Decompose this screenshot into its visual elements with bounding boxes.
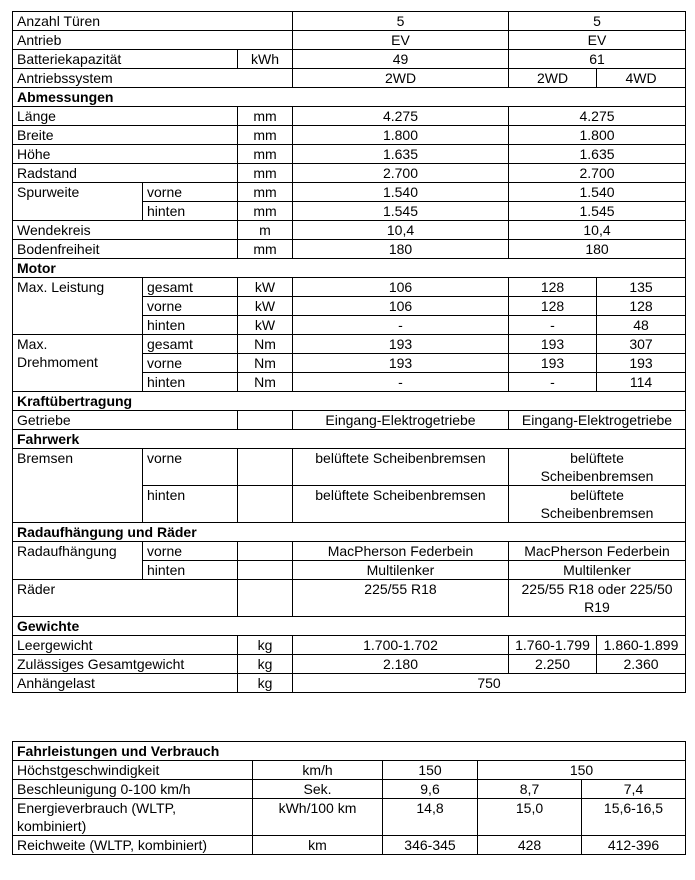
value: 128 (509, 278, 597, 297)
value: - (509, 316, 597, 335)
value: 128 (509, 297, 597, 316)
value: Eingang-Elektrogetriebe (509, 411, 686, 430)
value: 61 (509, 50, 686, 69)
value: 193 (509, 335, 597, 354)
value: - (293, 373, 509, 392)
section-header (13, 430, 686, 449)
sub-label: hinten (143, 486, 238, 523)
value: 114 (597, 373, 686, 392)
value: 10,4 (509, 221, 686, 240)
unit: kWh (238, 50, 293, 69)
table-row (13, 278, 686, 297)
table-row (13, 107, 686, 126)
value: 106 (293, 297, 509, 316)
unit: mm (238, 183, 293, 202)
table-row (13, 836, 686, 855)
table-row (13, 31, 686, 50)
section-title: Fahrleistungen und Verbrauch (13, 742, 686, 761)
row-label: Länge (13, 107, 238, 126)
table-row (13, 761, 686, 780)
table-row (13, 780, 686, 799)
value: 15,0 (478, 799, 582, 836)
value: Multilenker (293, 561, 509, 580)
value: 10,4 (293, 221, 509, 240)
sub-label: vorne (143, 542, 238, 561)
row-label: Bodenfreiheit (13, 240, 238, 259)
table-row (13, 240, 686, 259)
row-label: Beschleunigung 0-100 km/h (13, 780, 253, 799)
value: - (293, 316, 509, 335)
unit: mm (238, 126, 293, 145)
table-row (13, 636, 686, 655)
value: 49 (293, 50, 509, 69)
table-row (13, 69, 686, 88)
value: 128 (597, 297, 686, 316)
row-label: Leergewicht (13, 636, 238, 655)
value: 2.700 (509, 164, 686, 183)
unit: mm (238, 145, 293, 164)
sub-label: hinten (143, 316, 238, 335)
specs-table (12, 11, 686, 693)
unit: kg (238, 636, 293, 655)
row-label: Batteriekapazität (13, 50, 238, 69)
table-row (13, 221, 686, 240)
value: 7,4 (582, 780, 686, 799)
value: belüftete Scheibenbremsen (293, 486, 509, 523)
section-header (13, 617, 686, 636)
row-label: Antrieb (13, 31, 293, 50)
table-row (13, 183, 686, 202)
section-title: Kraftübertragung (13, 392, 686, 411)
sub-label: hinten (143, 561, 238, 580)
value: belüftete Scheibenbremsen (509, 449, 686, 486)
row-label (13, 335, 143, 392)
value: 14,8 (383, 799, 478, 836)
sub-label: gesamt (143, 278, 238, 297)
table-row (13, 449, 686, 486)
sub-label: vorne (143, 297, 238, 316)
section-title: Abmessungen (13, 88, 686, 107)
row-label: Energieverbrauch (WLTP, kombiniert) (13, 799, 253, 836)
value: 225/55 R18 (293, 580, 509, 617)
value: 135 (597, 278, 686, 297)
table-row (13, 126, 686, 145)
row-label: Höchstgeschwindigkeit (13, 761, 253, 780)
value: 106 (293, 278, 509, 297)
row-label: Radstand (13, 164, 238, 183)
row-label: Räder (13, 580, 238, 617)
sub-label: hinten (143, 373, 238, 392)
table-row (13, 50, 686, 69)
unit: m (238, 221, 293, 240)
unit (238, 561, 293, 580)
table-row (13, 164, 686, 183)
unit: kW (238, 297, 293, 316)
unit (238, 580, 293, 617)
value: 1.860-1.899 (597, 636, 686, 655)
value: 8,7 (478, 780, 582, 799)
value: 307 (597, 335, 686, 354)
table-row (13, 12, 686, 31)
value: 4.275 (509, 107, 686, 126)
section-title: Motor (13, 259, 686, 278)
row-label: Zulässiges Gesamtgewicht (13, 655, 238, 674)
value: Multilenker (509, 561, 686, 580)
table-row (13, 411, 686, 430)
torque-label-line1: Max. (17, 336, 48, 352)
value: 750 (293, 674, 686, 693)
sub-label: gesamt (143, 335, 238, 354)
sub-label: vorne (143, 449, 238, 486)
unit: mm (238, 107, 293, 126)
sub-label: vorne (143, 183, 238, 202)
value: 5 (509, 12, 686, 31)
sub-label: hinten (143, 202, 238, 221)
value: 2WD (293, 69, 509, 88)
row-label: Höhe (13, 145, 238, 164)
performance-table (12, 741, 686, 855)
value: 193 (293, 335, 509, 354)
section-title: Gewichte (13, 617, 686, 636)
value: MacPherson Federbein (293, 542, 509, 561)
value: 193 (597, 354, 686, 373)
row-label: Max. Leistung (13, 278, 143, 335)
unit: Nm (238, 335, 293, 354)
row-label: Antriebssystem (13, 69, 293, 88)
torque-label-line2: Drehmoment (17, 354, 98, 370)
section-header (13, 523, 686, 542)
unit: km/h (253, 761, 383, 780)
value: belüftete Scheibenbremsen (509, 486, 686, 523)
value: 2WD (509, 69, 597, 88)
unit: kW (238, 316, 293, 335)
value: 4WD (597, 69, 686, 88)
table-row (13, 580, 686, 617)
unit (238, 542, 293, 561)
unit (238, 486, 293, 523)
section-header (13, 742, 686, 761)
value: 2.360 (597, 655, 686, 674)
section-title: Fahrwerk (13, 430, 686, 449)
unit: mm (238, 164, 293, 183)
row-label: Bremsen (13, 449, 143, 523)
section-title: Radaufhängung und Räder (13, 523, 686, 542)
unit: kg (238, 655, 293, 674)
unit: kg (238, 674, 293, 693)
value: 4.275 (293, 107, 509, 126)
value: 1.540 (293, 183, 509, 202)
value: belüftete Scheibenbremsen (293, 449, 509, 486)
value: 193 (509, 354, 597, 373)
value: 1.635 (293, 145, 509, 164)
value: MacPherson Federbein (509, 542, 686, 561)
value: 1.760-1.799 (509, 636, 597, 655)
sub-label: vorne (143, 354, 238, 373)
table-row (13, 335, 686, 354)
table-row (13, 542, 686, 561)
value: 150 (383, 761, 478, 780)
value: 9,6 (383, 780, 478, 799)
table-row (13, 145, 686, 164)
value: 428 (478, 836, 582, 855)
value: Eingang-Elektrogetriebe (293, 411, 509, 430)
unit: mm (238, 202, 293, 221)
value: 346-345 (383, 836, 478, 855)
section-header (13, 88, 686, 107)
row-label: Breite (13, 126, 238, 145)
section-header (13, 259, 686, 278)
row-label: Getriebe (13, 411, 238, 430)
value: 1.545 (509, 202, 686, 221)
row-label: Spurweite (13, 183, 143, 221)
unit: Nm (238, 373, 293, 392)
table-row (13, 655, 686, 674)
value: 48 (597, 316, 686, 335)
row-label: Anzahl Türen (13, 12, 293, 31)
unit: mm (238, 240, 293, 259)
value: 150 (478, 761, 686, 780)
section-header (13, 392, 686, 411)
row-label: Wendekreis (13, 221, 238, 240)
row-label: Reichweite (WLTP, kombiniert) (13, 836, 253, 855)
value: EV (509, 31, 686, 50)
value: 1.635 (509, 145, 686, 164)
value: 15,6-16,5 (582, 799, 686, 836)
unit: km (253, 836, 383, 855)
value: 180 (293, 240, 509, 259)
value: 180 (509, 240, 686, 259)
value: 412-396 (582, 836, 686, 855)
value: 2.700 (293, 164, 509, 183)
unit: Sek. (253, 780, 383, 799)
value: 1.800 (293, 126, 509, 145)
value: 193 (293, 354, 509, 373)
unit: kWh/100 km (253, 799, 383, 836)
value: 2.250 (509, 655, 597, 674)
value: 2.180 (293, 655, 509, 674)
table-row (13, 674, 686, 693)
table-row (13, 799, 686, 836)
unit: Nm (238, 354, 293, 373)
value: 1.545 (293, 202, 509, 221)
value: 1.800 (509, 126, 686, 145)
value: 1.540 (509, 183, 686, 202)
value: - (509, 373, 597, 392)
row-label: Radaufhängung (13, 542, 143, 580)
value: 225/55 R18 oder 225/50 R19 (509, 580, 686, 617)
unit (238, 449, 293, 486)
unit (238, 411, 293, 430)
unit: kW (238, 278, 293, 297)
value: EV (293, 31, 509, 50)
row-label: Anhängelast (13, 674, 238, 693)
value: 5 (293, 12, 509, 31)
value: 1.700-1.702 (293, 636, 509, 655)
